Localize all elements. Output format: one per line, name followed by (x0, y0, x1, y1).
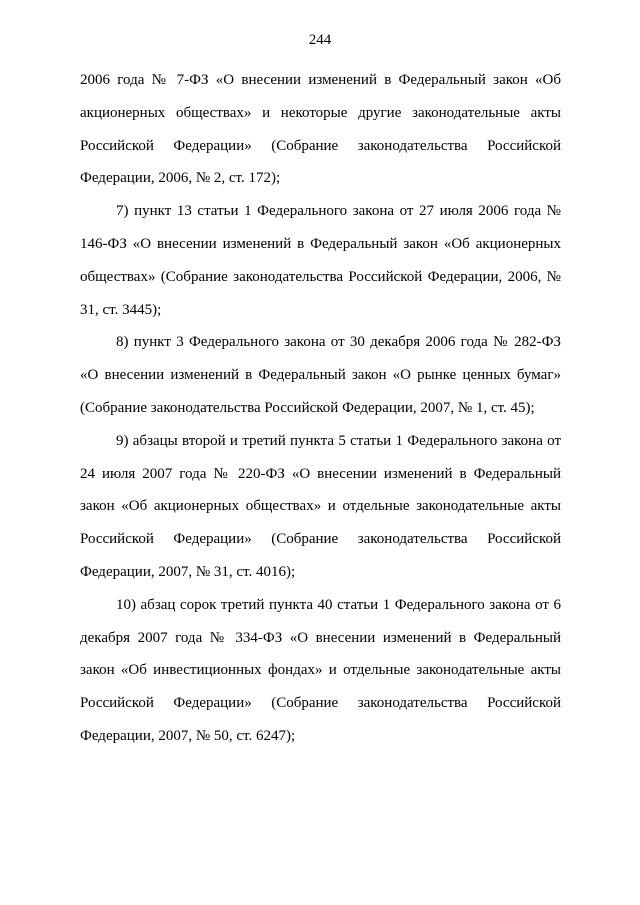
paragraph-item-10: 10) абзац сорок третий пункта 40 статьи 1 Федерального закона от 6 декабря 2007 года № 334-ФЗ «О внесении изменений в Федеральный закон «Об инвестиционных фондах» и отдельные законодательные акты Российской Федерации» (Собрание законодательства Российской Федерации, 2007, № 50, ст. 6247); (80, 596, 561, 744)
paragraph-item-7: 7) пункт 13 статьи 1 Федерального закона от 27 июля 2006 года № 146-ФЗ «О внесении изменений в Федеральный закон «Об акционерных обществах» (Собрание законодательства Российской Федерации, 2006, № 31, ст. 3445); (80, 203, 561, 318)
document-body (80, 64, 561, 753)
page-number: 244 (308, 32, 332, 48)
paragraph-continuation: 2006 года № 7-ФЗ «О внесении изменений в Федеральный закон «Об акционерных обществах» и некоторые другие законодательные акты Российской Федерации» (Собрание законодательства Российской Федерации, 2006, № 2, ст. 172); (80, 72, 561, 187)
paragraph-item-9: 9) абзацы второй и третий пункта 5 статьи 1 Федерального закона от 24 июля 2007 года № 220-ФЗ «О внесении изменений в Федеральный закон «Об акционерных обществах» и отдельные законодательные акты Российской Федерации» (Собрание законодательства Российской Федерации, 2007, № 31, ст. 4016); (80, 432, 561, 580)
paragraph-item-8: 8) пункт 3 Федерального закона от 30 декабря 2006 года № 282-ФЗ «О внесении изменений в Федеральный закон «О рынке ценных бумаг» (Собрание законодательства Российской Федерации, 2007, № 1, ст. 45); (80, 334, 561, 416)
